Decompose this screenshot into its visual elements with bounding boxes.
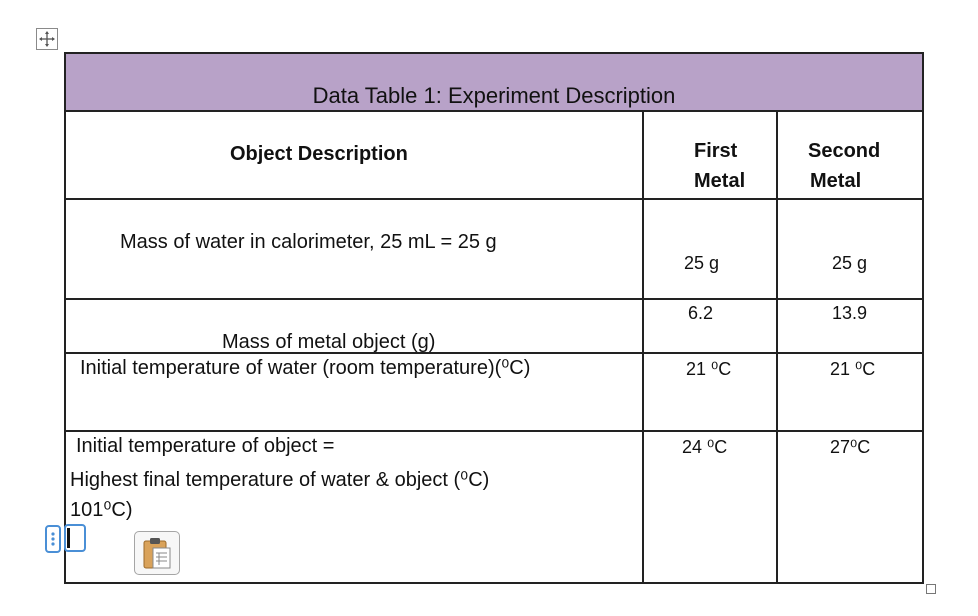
table-title-bar (66, 54, 922, 112)
header-second-metal-line1: Second (808, 140, 881, 162)
text-cursor[interactable] (64, 524, 86, 552)
column-divider (642, 112, 644, 582)
row-label-water-mass: Mass of water in calorimeter, 25 mL = 25 g (120, 231, 497, 253)
header-object-description: Object Description (230, 143, 408, 165)
row-divider (66, 352, 922, 354)
cell-second-metal-mass: 13.9 (832, 303, 868, 323)
table-title: Data Table 1: Experiment Description (312, 83, 676, 108)
header-first-metal-line2: Metal (694, 170, 746, 192)
table-resize-handle-icon[interactable] (926, 584, 936, 594)
row-label-initial-object-temp: Initial temperature of object = (76, 435, 335, 457)
column-divider (776, 112, 778, 582)
table-move-handle-icon[interactable] (36, 28, 58, 50)
row-label-metal-mass: Mass of metal object (g) (222, 331, 436, 353)
row-divider (66, 298, 922, 300)
header-second-metal-line2: Metal (810, 170, 862, 192)
cell-first-metal-mass: 6.2 (688, 303, 714, 323)
clipboard-icon[interactable] (134, 531, 180, 575)
row-divider (66, 198, 922, 200)
row-divider (66, 110, 922, 112)
row-label-highest-final-temp: Highest final temperature of water & object (⁰C) (70, 469, 490, 491)
cell-first-object-temp: 24 ⁰C (682, 437, 728, 457)
cell-second-water-mass: 25 g (832, 253, 868, 273)
row-label-initial-water-temp: Initial temperature of water (room temperature)(⁰C) (80, 357, 531, 379)
cell-first-water-mass: 25 g (684, 253, 720, 273)
row-divider (66, 430, 922, 432)
row-label-object-temp-value: 101⁰C) (70, 499, 133, 521)
cell-second-object-temp: 27⁰C (830, 437, 871, 457)
data-table (64, 52, 924, 584)
cell-first-initial-water-temp: 21 ⁰C (686, 359, 732, 379)
cell-second-initial-water-temp: 21 ⁰C (830, 359, 876, 379)
selection-handle-icon[interactable] (45, 525, 61, 553)
header-first-metal-line1: First (694, 140, 738, 162)
